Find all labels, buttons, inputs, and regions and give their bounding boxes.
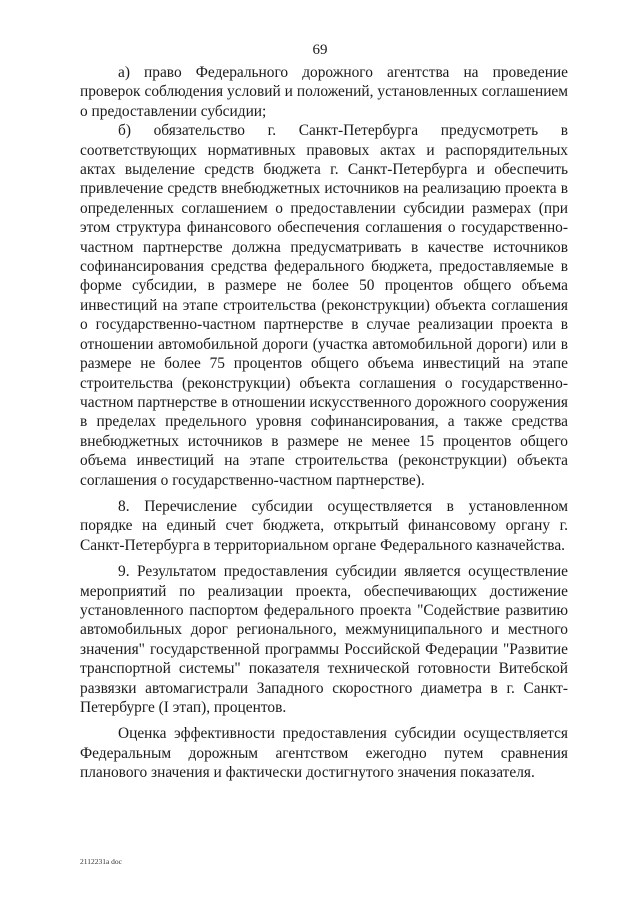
paragraph-b: б) обязательство г. Санкт-Петербурга предусмотреть в соответствующих нормативных правовых актах и распорядительных актах выделение средств бюджета г. Санкт-Петербурга и обеспечить привлечение средств внебюджетных источников на реализацию проекта в определенных соглашением о предоставлении субсидии размерах (при этом структура финансового обеспечения соглашения о государственно-частном партнерстве должна предусматривать в качестве источников софинансирования средства федерального бюджета, предоставляемые в форме субсидии, в размере не более 50 процентов общего объема инвестиций на этапе строительства (реконструкции) объекта соглашения о государственно-частном партнерстве в случае реализации проекта в отношении автомобильной дороги (участка автомобильной дороги) или в размере не более 75 процентов общего объема инвестиций на этапе строительства (реконструкции) объекта соглашения о государственно-частном партнерстве в отношении искусственного дорожного сооружения в пределах предельного уровня софинансирования, а также средства внебюджетных источников в размере не менее 15 процентов общего объема инвестиций на этапе строительства (реконструкции) объекта соглашения о государственно-частном партнерстве). [80,122,568,489]
document-body [80,63,568,783]
paragraph-evaluation: Оценка эффективности предоставления субсидии осуществляется Федеральным дорожным агентством ежегодно путем сравнения планового значения и фактически достигнутого значения показателя. [80,725,568,782]
paragraph-8: 8. Перечисление субсидии осуществляется в установленном порядке на единый счет бюджета, открытый финансовому органу г. Санкт-Петербурга в территориальном органе Федерального казначейства. [80,497,568,554]
file-footer: 2112231a doc [80,857,123,866]
paragraph-a: а) право Федерального дорожного агентства на проведение проверок соблюдения условий и положений, установленных соглашением о предоставлении субсидии; [80,64,568,120]
page-number: 69 [312,42,328,58]
paragraph-9: 9. Результатом предоставления субсидии является осуществление мероприятий по реализации проекта, обеспечивающих достижение установленного паспортом федерального проекта "Содействие развитию автомобильных дорог регионального, межмуниципального и местного значения" государственной программы Российской Федерации "Развитие транспортной системы" показателя технической готовности Витебской развязки автомагистрали Западного скоростного диаметра в г. Санкт-Петербурге (I этап), процентов. [80,563,568,716]
